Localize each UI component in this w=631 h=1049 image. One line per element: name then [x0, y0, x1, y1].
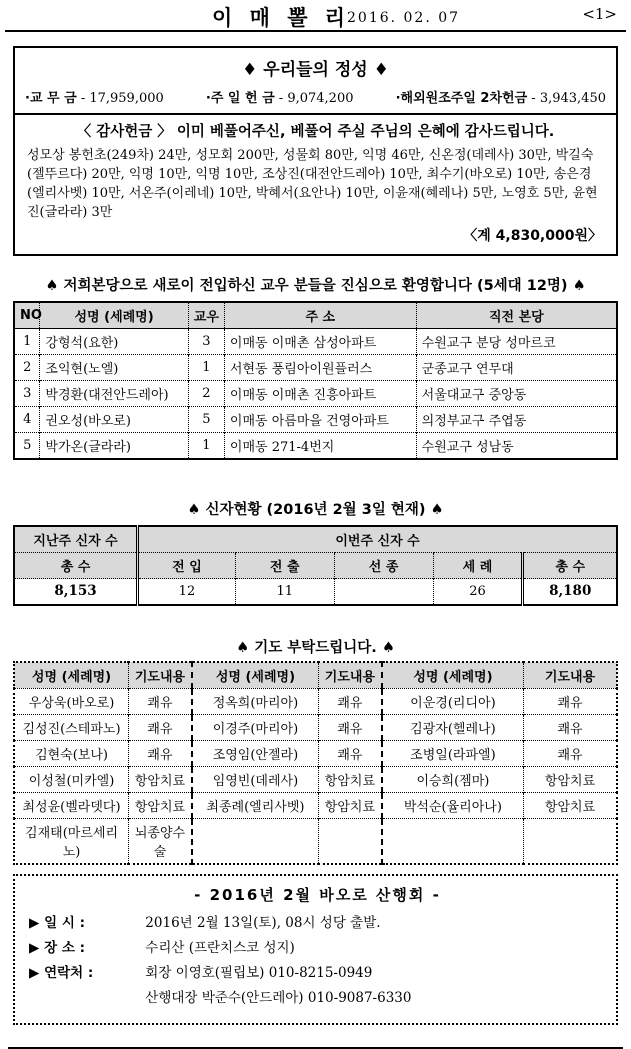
hiking-box: [13, 874, 618, 1025]
column-header: NO: [14, 302, 40, 329]
hiking-item-value: 2016년 2월 13일(토), 08시 성당 출발.: [145, 914, 381, 931]
table-row: [14, 329, 617, 355]
table-cell: 이운경(리디아): [382, 688, 524, 714]
table-cell: 26: [433, 579, 523, 605]
table-cell: 쾌유: [129, 740, 192, 766]
table-row: [14, 381, 617, 407]
welcome-table: [13, 301, 618, 460]
table-row: [14, 766, 617, 792]
table-row: [14, 355, 617, 381]
table-cell: 박가온(글라라): [40, 433, 188, 460]
table-row: [14, 433, 617, 460]
column-header: 선 종: [334, 553, 433, 579]
table-cell: 김재태(마르세리노): [14, 818, 129, 864]
table-cell: 항암치료: [319, 766, 382, 792]
page-number: <1>: [582, 5, 617, 23]
table-cell: 항암치료: [129, 766, 192, 792]
table-cell: 권오성(바오로): [40, 407, 188, 433]
column-header: 성명 (세례명): [382, 662, 524, 689]
table-cell: 조영임(안젤라): [192, 740, 319, 766]
page-date: 2016. 02. 07: [347, 10, 461, 26]
table-cell: [524, 818, 617, 864]
offering-item: [25, 87, 164, 106]
table-cell: 항암치료: [524, 766, 617, 792]
table-row: [14, 688, 617, 714]
table-cell: 2: [188, 381, 224, 407]
status-group-row: [14, 526, 617, 553]
table-cell: 조병일(라파엘): [382, 740, 524, 766]
offering-item: [206, 87, 354, 106]
column-header: 총 수: [523, 553, 617, 579]
header: [0, 0, 631, 30]
page-title: 이 매 뽈 리: [212, 6, 351, 30]
table-cell: [334, 579, 433, 605]
table-cell: 의정부교구 주엽동: [416, 407, 617, 433]
table-cell: 항암치료: [319, 792, 382, 818]
table-cell: 박경환(대전안드레아): [40, 381, 188, 407]
status-values-row: [14, 579, 617, 605]
status-table: [13, 525, 618, 606]
table-cell: 항암치료: [524, 792, 617, 818]
column-header: 총 수: [14, 553, 138, 579]
table-cell: 8,153: [14, 579, 138, 605]
table-row: [14, 792, 617, 818]
table-row: [14, 818, 617, 864]
table-cell: 5: [188, 407, 224, 433]
table-cell: 이매동 아름마을 건영아파트: [224, 407, 416, 433]
offering-amount: - 3,943,450: [531, 91, 606, 106]
hiking-item-value: 회장 이영호(필립보) 010-8215-0949: [145, 964, 373, 981]
prayer-title: ♠ 기도 부탁드립니다. ♠: [236, 639, 395, 656]
column-header: 주 소: [224, 302, 416, 329]
table-cell: 수원교구 성남동: [416, 433, 617, 460]
table-cell: 1: [188, 355, 224, 381]
table-cell: 8,180: [523, 579, 617, 605]
hiking-item: [29, 986, 606, 1011]
hiking-title: - 2016년 2월 바오로 산행회 -: [194, 885, 441, 904]
table-cell: 쾌유: [319, 740, 382, 766]
column-header: 세 례: [433, 553, 523, 579]
table-cell: 강형석(요한): [40, 329, 188, 355]
table-cell: 이매동 이매촌 진흥아파트: [224, 381, 416, 407]
status-title: ♠ 신자현황 (2016년 2월 3일 현재) ♠: [187, 502, 444, 518]
table-row: [14, 714, 617, 740]
table-cell: 쾌유: [129, 714, 192, 740]
table-cell: 쾌유: [524, 714, 617, 740]
offering-amount: - 17,959,000: [80, 91, 164, 106]
offering-label: ·해외원조주일 2차헌금: [395, 91, 528, 106]
table-cell: 김현숙(보나): [14, 740, 129, 766]
column-header: 이번주 신자 수: [138, 526, 617, 553]
hiking-item-label: ▶ 장 소 :: [29, 939, 85, 956]
table-cell: 쾌유: [319, 714, 382, 740]
table-cell: 1: [188, 433, 224, 460]
column-header: 지난주 신자 수: [14, 526, 138, 553]
table-cell: 2: [14, 355, 40, 381]
offering-title: ♦ 우리들의 정성 ♦: [242, 60, 389, 80]
table-cell: 이매동 271-4번지: [224, 433, 416, 460]
column-header: 성명 (세례명): [14, 662, 129, 689]
offering-label: ·주 일 헌 금: [205, 91, 275, 106]
column-header: 직전 본당: [416, 302, 617, 329]
table-cell: 1: [14, 329, 40, 355]
column-header: 전 입: [138, 553, 236, 579]
column-header: 성명 (세례명): [40, 302, 188, 329]
table-cell: 서울대교구 중앙동: [416, 381, 617, 407]
table-cell: 이경주(마리아): [192, 714, 319, 740]
table-cell: 4: [14, 407, 40, 433]
thanks-heading: 〈 감사헌금 〉 이미 베풀어주신, 베풀어 주실 주님의 은혜에 감사드립니다.: [76, 124, 555, 140]
column-header: 기도내용: [129, 662, 192, 689]
offering-label: ·교 무 금: [25, 91, 77, 106]
hiking-item: [29, 936, 606, 961]
table-cell: 12: [138, 579, 236, 605]
table-cell: 김성진(스테파노): [14, 714, 129, 740]
table-cell: 조익현(노엘): [40, 355, 188, 381]
table-cell: 우상욱(바오로): [14, 688, 129, 714]
table-cell: [382, 818, 524, 864]
hiking-item-label: ▶ 일 시 :: [29, 914, 85, 931]
table-row: [14, 407, 617, 433]
offering-box: [13, 46, 618, 256]
prayer-header-row: [14, 662, 617, 689]
table-cell: 최성윤(벨라뎃다): [14, 792, 129, 818]
table-cell: 김광자(헬레나): [382, 714, 524, 740]
table-cell: [192, 818, 319, 864]
table-cell: 이매동 이매촌 삼성아파트: [224, 329, 416, 355]
offering-amounts: [15, 83, 616, 115]
table-cell: 쾌유: [319, 688, 382, 714]
table-cell: 3: [14, 381, 40, 407]
table-cell: 항암치료: [129, 792, 192, 818]
table-cell: 쾌유: [524, 688, 617, 714]
table-cell: 3: [188, 329, 224, 355]
table-row: [14, 740, 617, 766]
welcome-header-row: [14, 302, 617, 329]
table-cell: 뇌종양수술: [129, 818, 192, 864]
table-cell: 최종례(엘리사벳): [192, 792, 319, 818]
hiking-item-label: ▶ 연락처 :: [29, 964, 94, 981]
table-cell: 이성철(미카엘): [14, 766, 129, 792]
status-subheader-row: [14, 553, 617, 579]
prayer-table: [13, 661, 618, 865]
table-cell: 수원교구 분당 성마르코: [416, 329, 617, 355]
table-cell: [319, 818, 382, 864]
table-cell: 이승희(젬마): [382, 766, 524, 792]
column-header: 성명 (세례명): [192, 662, 319, 689]
column-header: 기도내용: [319, 662, 382, 689]
table-cell: 임영빈(데레사): [192, 766, 319, 792]
hiking-item-value: 산행대장 박준수(안드레아) 010-9087-6330: [145, 989, 412, 1006]
hiking-item: [29, 961, 606, 986]
donors-total: 〈계 4,830,000원〉: [463, 228, 602, 244]
donors-text: 성모상 봉헌초(249차) 24만, 성모회 200만, 성물회 80만, 익명 46만, 신온정(데레사) 30만, 박길숙(젤뚜르다) 20만, 익명 10만, 익명 10만, 조상진(대전안드레아) 10만, 최수기(바오로) 10만, 송은경(엘리사벳) 10만, 서온주(이레네) 10만, 박혜서(요안나) 10만, 이윤재(혜레나) 5만, 노영호 5만, 윤현진(글라라) 3만: [27, 148, 598, 220]
column-header: 전 출: [235, 553, 334, 579]
table-cell: 쾌유: [129, 688, 192, 714]
offering-item: [396, 87, 606, 106]
table-cell: 5: [14, 433, 40, 460]
column-header: 교우: [188, 302, 224, 329]
footer-divider: [8, 1047, 623, 1049]
welcome-title: ♠ 저희본당으로 새로이 전입하신 교우 분들을 진심으로 환영합니다 (5세대 12명) ♠: [45, 278, 586, 294]
table-cell: 쾌유: [524, 740, 617, 766]
hiking-item-value: 수리산 (프란치스코 성지): [145, 939, 295, 956]
table-cell: 정옥희(마리아): [192, 688, 319, 714]
table-cell: 11: [235, 579, 334, 605]
offering-amount: - 9,074,200: [278, 91, 354, 106]
table-cell: 박석순(율리아나): [382, 792, 524, 818]
hiking-item: [29, 911, 606, 936]
column-header: 기도내용: [524, 662, 617, 689]
table-cell: 군종교구 연무대: [416, 355, 617, 381]
table-cell: 서현동 풍림아이원플러스: [224, 355, 416, 381]
